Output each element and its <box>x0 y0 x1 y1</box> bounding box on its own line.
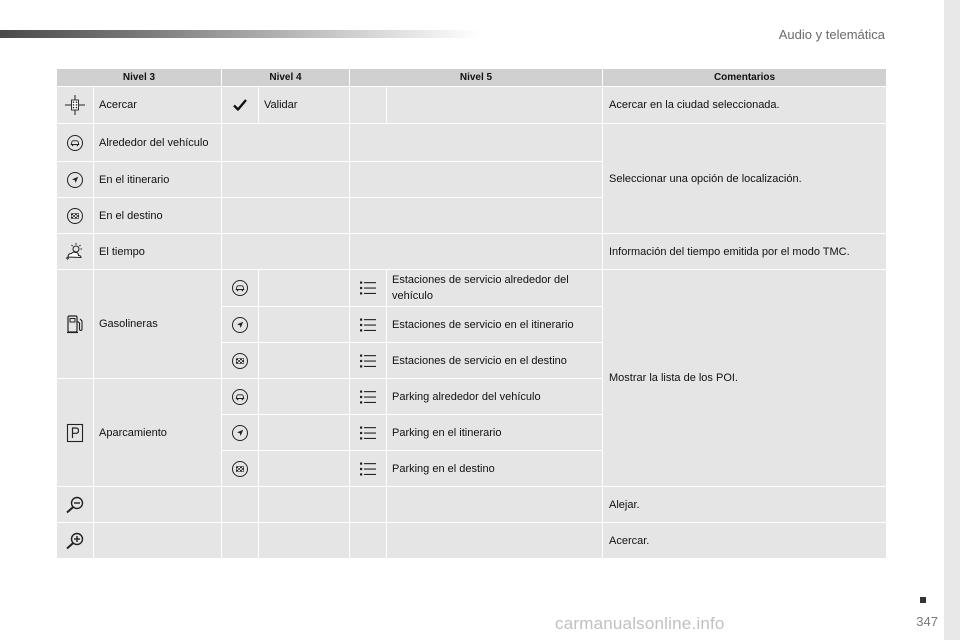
empty-cell <box>387 523 603 559</box>
list-icon <box>358 387 378 407</box>
header-level-3: Nivel 3 <box>57 69 222 87</box>
checkered-flag-icon <box>230 459 250 479</box>
zoom-out-icon <box>64 495 86 515</box>
list-icon <box>358 278 378 298</box>
empty-cell <box>259 307 350 343</box>
section-title: Audio y telemática <box>778 27 885 42</box>
page-edge-rail <box>944 0 960 640</box>
parking-around-list-cell <box>350 379 387 415</box>
car-in-circle-icon <box>65 133 85 153</box>
fuel-icon-cell <box>57 270 94 379</box>
empty-cell <box>387 487 603 523</box>
comment-zoom-in: Acercar. <box>603 523 887 559</box>
fuel-route-list-cell <box>350 307 387 343</box>
page-mark <box>920 597 926 603</box>
empty-cell <box>259 415 350 451</box>
fuel-destination-icon-cell <box>222 343 259 379</box>
level3-parking: Aparcamiento <box>94 379 222 487</box>
menu-table <box>56 68 887 559</box>
level5-fuel-destination: Estaciones de servicio en el destino <box>387 343 603 379</box>
destination-icon-cell <box>57 198 94 234</box>
list-icon <box>358 423 378 443</box>
weather-icon-cell <box>57 234 94 270</box>
empty-cell <box>222 487 259 523</box>
level3-at-destination: En el destino <box>94 198 222 234</box>
empty-cell <box>259 487 350 523</box>
car-in-circle-icon <box>230 278 250 298</box>
fuel-around-icon-cell <box>222 270 259 307</box>
empty-cell <box>222 523 259 559</box>
around-vehicle-icon-cell <box>57 124 94 162</box>
table-row <box>57 270 887 307</box>
level3-around-vehicle: Alrededor del vehículo <box>94 124 222 162</box>
checkered-flag-icon <box>65 206 85 226</box>
parking-destination-list-cell <box>350 451 387 487</box>
list-icon <box>358 459 378 479</box>
comment-location-option: Seleccionar una opción de localización. <box>603 124 887 234</box>
level4-validar: Validar <box>259 87 350 124</box>
level5-fuel-route: Estaciones de servicio en el itinerario <box>387 307 603 343</box>
table-header-row <box>57 69 887 87</box>
zoom-in-icon <box>64 531 86 551</box>
comment-acercar-ciudad: Acercar en la ciudad seleccionada. <box>603 87 887 124</box>
level3-on-route: En el itinerario <box>94 162 222 198</box>
empty-cell <box>259 270 350 307</box>
comment-weather: Información del tiempo emitida por el modo TMC. <box>603 234 887 270</box>
list-icon <box>358 315 378 335</box>
table-row <box>57 234 887 270</box>
empty-cell <box>94 523 222 559</box>
zoom-city-icon-cell <box>57 87 94 124</box>
header-bar <box>0 30 480 38</box>
level5-fuel-around: Estaciones de servicio alrededor del vehículo <box>387 270 603 307</box>
empty-cell <box>222 162 350 198</box>
comment-zoom-out: Alejar. <box>603 487 887 523</box>
table-row <box>57 87 887 124</box>
car-in-circle-icon <box>230 387 250 407</box>
watermark: carmanualsonline.info <box>555 614 725 633</box>
empty-cell <box>350 234 603 270</box>
empty-cell <box>387 87 603 124</box>
fuel-destination-list-cell <box>350 343 387 379</box>
zoom-city-icon <box>64 94 86 116</box>
empty-cell <box>259 523 350 559</box>
validate-icon-cell <box>222 87 259 124</box>
checkered-flag-icon <box>230 351 250 371</box>
empty-cell <box>222 234 350 270</box>
empty-cell <box>222 198 350 234</box>
level3-weather: El tiempo <box>94 234 222 270</box>
level5-parking-destination: Parking en el destino <box>387 451 603 487</box>
empty-cell <box>222 124 350 162</box>
list-icon <box>358 351 378 371</box>
route-arrow-icon <box>65 170 85 190</box>
zoom-in-icon-cell <box>57 523 94 559</box>
empty-cell <box>350 124 603 162</box>
header-comments: Comentarios <box>603 69 887 87</box>
fuel-around-list-cell <box>350 270 387 307</box>
level5-parking-around: Parking alrededor del vehículo <box>387 379 603 415</box>
route-arrow-icon <box>230 423 250 443</box>
weather-icon <box>64 242 86 262</box>
empty-cell <box>350 523 387 559</box>
table-row <box>57 523 887 559</box>
empty-cell <box>94 487 222 523</box>
parking-icon-cell <box>57 379 94 487</box>
header-level-5: Nivel 5 <box>350 69 603 87</box>
level3-fuel: Gasolineras <box>94 270 222 379</box>
check-icon <box>232 97 248 113</box>
route-icon-cell <box>57 162 94 198</box>
empty-cell <box>259 451 350 487</box>
parking-around-icon-cell <box>222 379 259 415</box>
empty-cell <box>350 198 603 234</box>
empty-cell <box>259 343 350 379</box>
empty-cell <box>259 379 350 415</box>
parking-destination-icon-cell <box>222 451 259 487</box>
parking-route-list-cell <box>350 415 387 451</box>
header-level-4: Nivel 4 <box>222 69 350 87</box>
zoom-out-icon-cell <box>57 487 94 523</box>
fuel-pump-icon <box>66 313 84 335</box>
table-row <box>57 487 887 523</box>
parking-route-icon-cell <box>222 415 259 451</box>
level3-acercar: Acercar <box>94 87 222 124</box>
table-row <box>57 124 887 162</box>
parking-icon <box>66 423 84 443</box>
empty-cell <box>350 162 603 198</box>
fuel-route-icon-cell <box>222 307 259 343</box>
page-number: 347 <box>916 614 938 629</box>
empty-cell <box>350 87 387 124</box>
route-arrow-icon <box>230 315 250 335</box>
level5-parking-route: Parking en el itinerario <box>387 415 603 451</box>
comment-poi-list: Mostrar la lista de los POI. <box>603 270 887 487</box>
empty-cell <box>350 487 387 523</box>
